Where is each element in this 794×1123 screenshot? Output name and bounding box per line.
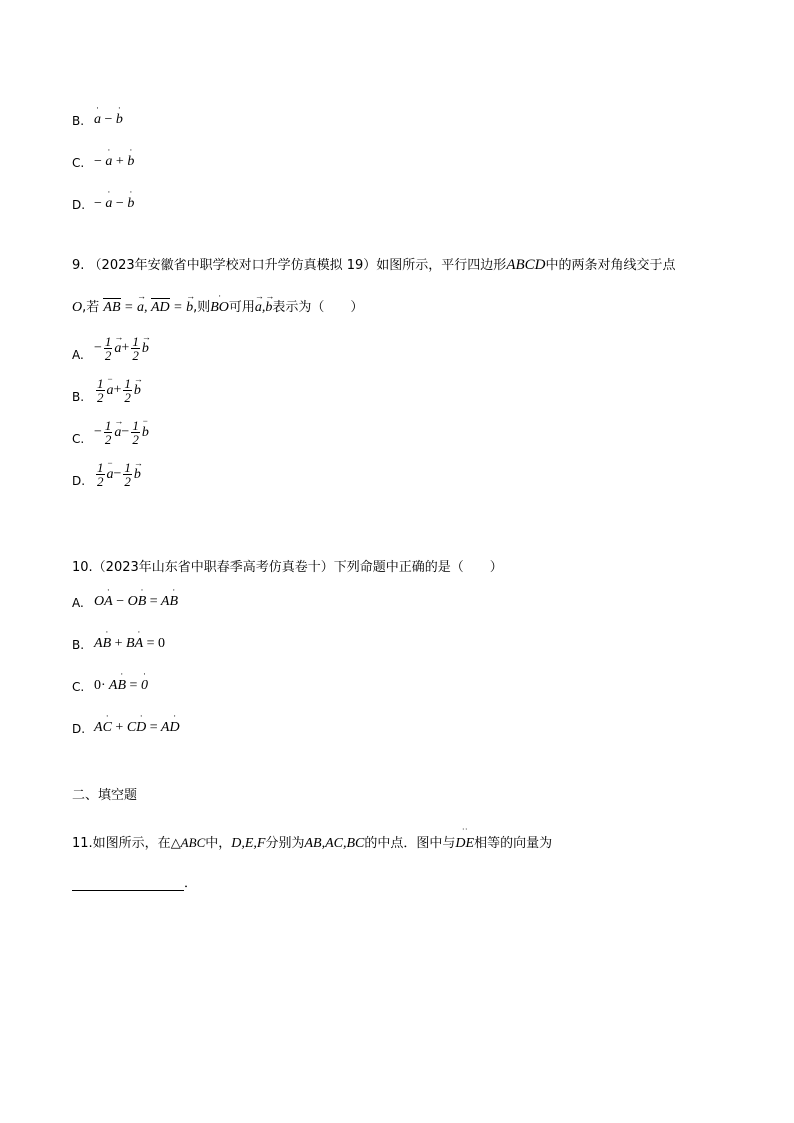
question-9-line2: O,若 AB = → a, AD = → b,则 · BO可用 → a, → b表示为（ ） — [72, 291, 364, 315]
q10-option-d: D. A · C + C · D = A · D — [72, 711, 180, 736]
section-heading: 二、填空题 — [72, 788, 138, 803]
option-label: C. — [72, 156, 85, 170]
answer-blank-line[interactable]: ． — [72, 872, 197, 891]
option-expr: − · a + · b — [94, 145, 135, 169]
answer-blank[interactable] — [72, 876, 184, 891]
option-label: D. — [72, 198, 86, 212]
q9-option-a: A. − $\frac{1}{2}$ → a+ $\frac{1}{2}$ → b — [72, 331, 151, 363]
option-expr: · a − · b — [94, 103, 123, 127]
q10-option-a: A. O · A − O · B = A · B — [72, 585, 179, 610]
q9-option-c: C. − $\frac{1}{2}$ → a− $\frac{1}{2}$ − b — [72, 415, 149, 447]
prev-option-d — [72, 188, 134, 212]
q9-option-d: D. $\frac{1}{2}$ − a− $\frac{1}{2}$ → b — [72, 457, 143, 489]
prev-option-b — [72, 104, 123, 128]
q10-option-c: C. 0· A · B = · 0 — [72, 669, 148, 694]
q10-option-b: B. A · B + B · A = 0 — [72, 627, 166, 652]
question-11: 11.如图所示，在△ABC中，D,E,F分别为AB,AC,BC的中点．图中与 ˙˙ DE相等的向量为 — [72, 827, 553, 851]
option-expr: − · a − · b — [94, 187, 135, 211]
question-10: 10.（2023年山东省中职春季高考仿真卷十）下列命题中正确的是（ ） — [72, 560, 503, 575]
q9-option-b: B. $\frac{1}{2}$ − a+ $\frac{1}{2}$ → b — [72, 373, 143, 405]
prev-option-c — [72, 146, 134, 170]
option-label: B. — [72, 114, 85, 128]
question-9-line1: 9. （2023年安徽省中职学校对口升学仿真模拟 19）如图所示，平行四边形ABCD中的两条对角线交于点 — [72, 257, 676, 273]
